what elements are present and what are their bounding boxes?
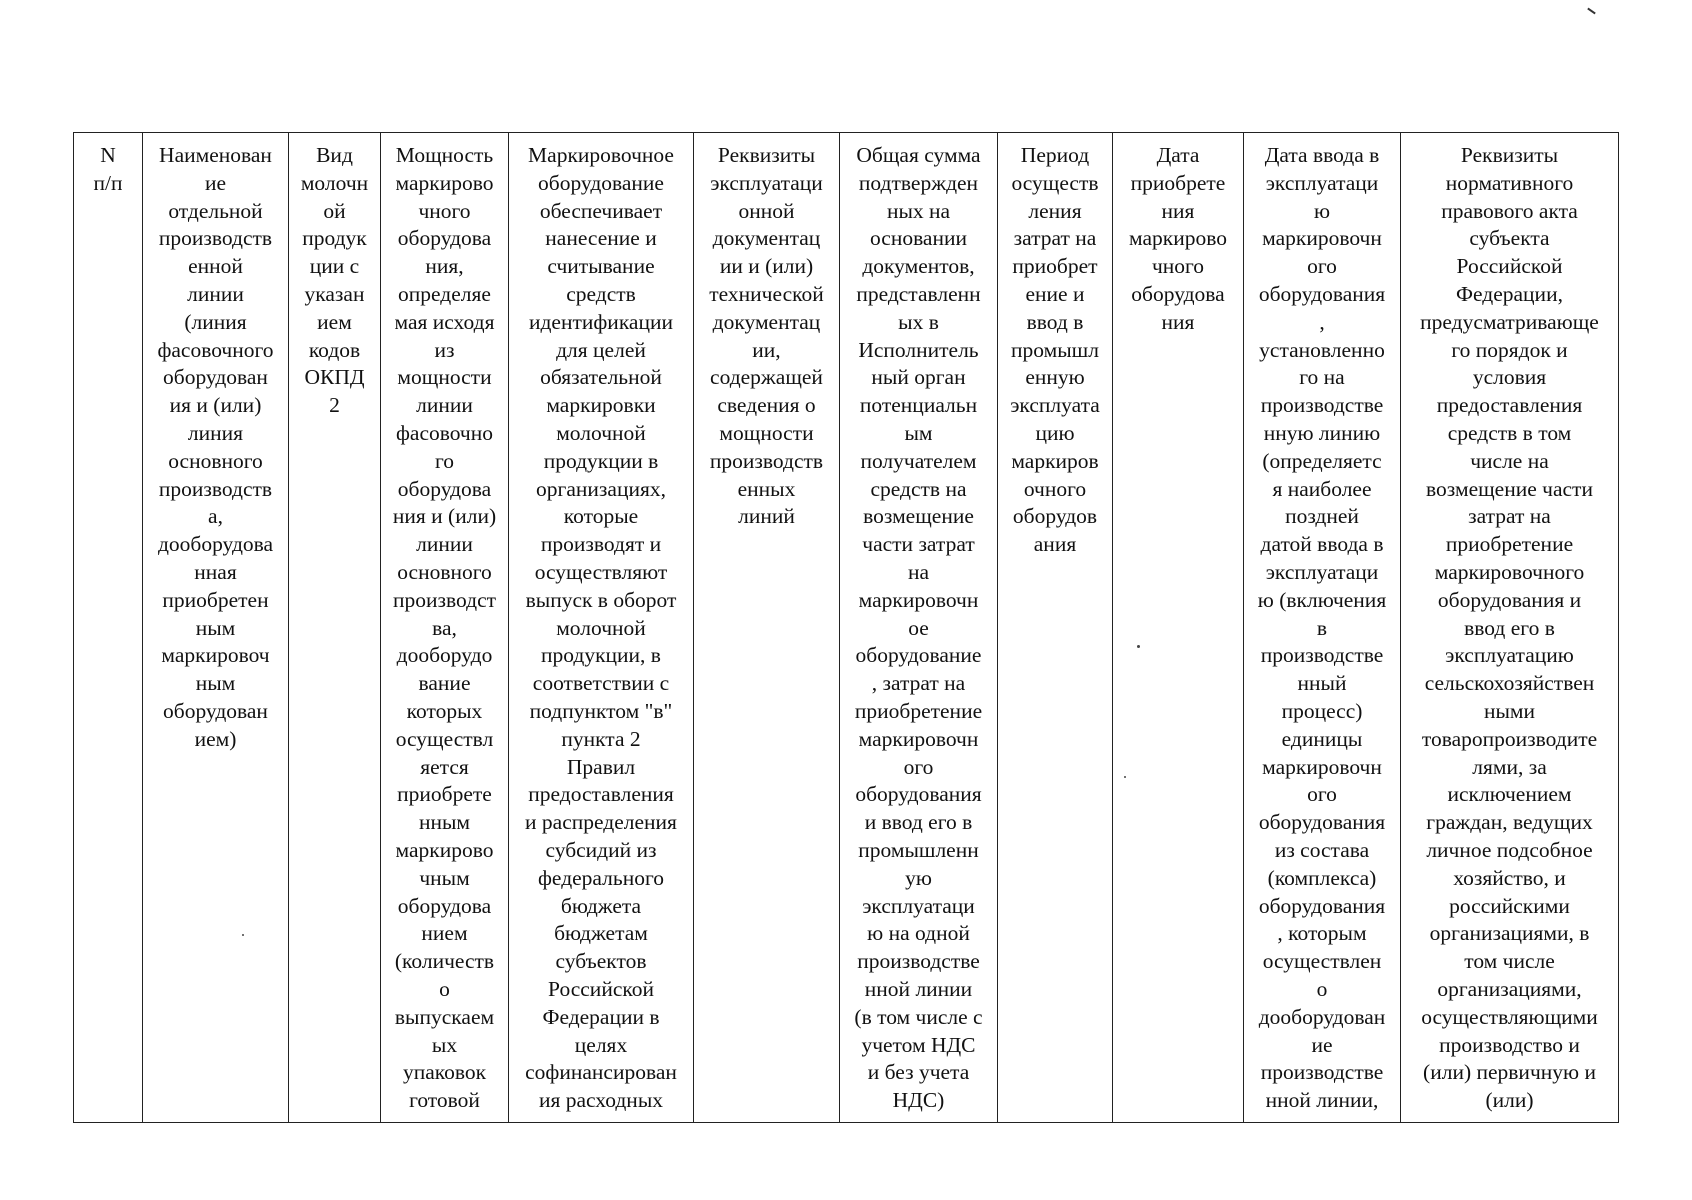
header-text: Вид молочн ой продук ции с указан ием кодов ОКПД 2 (300, 143, 369, 418)
col-total-sum-header (840, 133, 998, 1123)
scan-speck (1124, 776, 1126, 778)
col-period-header (998, 133, 1113, 1123)
col-equipment-header (509, 133, 694, 1123)
header-text: Реквизиты нормативного правового акта субъекта Российской Федерации, предусматривающе го порядок и условия предоставления средств в том числе на возмещение части затрат на приобретение маркировочного оборудования и ввод его в эксплуатацию сельскохозяйствен ными товаропроизводите лями, за исключением граждан, ведущих личное подсобное хозяйство, и российскими организациями, в том числе организациями, осуществляющими производство и (или) первичную и (или) (1420, 143, 1599, 1113)
col-commission-date-header (1244, 133, 1401, 1123)
header-text: Реквизиты эксплуатаци онной документац ии и (или) технической документац ии, содержащей сведения о мощности производств енных линий (709, 143, 824, 529)
col-line-name-header (143, 133, 289, 1123)
header-text: Период осуществ ления затрат на приобрет ение и ввод в промышл енную эксплуата цию маркиров очного оборудов ания (1010, 143, 1100, 557)
header-text: Наименован ие отдельной производств енной линии (линия фасовочного оборудован ия и (или) линия основного производств а, дооборудова нная приобретен ным маркировоч ным оборудован ием) (157, 143, 274, 751)
header-text: Дата ввода в эксплуатаци ю маркировочн ого оборудования , установленно го на производстве нную линию (определяетс я наиболее поздней датой ввода в эксплуатаци ю (включения в производстве нный процесс) единицы маркировочн ого оборудования из состава (комплекса) оборудования , которым осуществлен о дооборудован ие производстве нной линии, (1257, 143, 1387, 1113)
scan-speck (1137, 645, 1140, 648)
col-capacity-header (381, 133, 509, 1123)
col-number-header (74, 133, 143, 1123)
scan-speck (242, 934, 244, 936)
header-text: Общая сумма подтвержден ных на основании документов, представленн ых в Исполнитель ный орган потенциальн ым получателем средств на возмещение части затрат на маркировочн ое оборудование , затрат на приобретение маркировочн ого оборудования и ввод его в промышленн ую эксплуатаци ю на одной производстве нной линии (в том числе с учетом НДС и без учета НДС) (854, 143, 983, 1113)
col-documentation-header (694, 133, 840, 1123)
header-text: N п/п (93, 143, 123, 195)
col-product-type-header (289, 133, 381, 1123)
data-table (73, 132, 1619, 1123)
header-text: Маркировочное оборудование обеспечивает нанесение и считывание средств идентификации для целей обязательной маркировки молочной продукции в организациях, которые производят и осуществляют выпуск в оборот молочной продукции, в соответствии с подпунктом "в" пункта 2 Правил предоставления и распределения субсидий из федерального бюджета бюджетам субъектов Российской Федерации в целях софинансирован ия расходных (525, 143, 677, 1113)
table-header-row (74, 133, 1619, 1123)
col-legal-act-header (1401, 133, 1619, 1123)
header-text: Дата приобрете ния маркирово чного оборудова ния (1129, 143, 1227, 334)
scan-mark (1587, 8, 1596, 15)
header-text: Мощность маркирово чного оборудова ния, определяе мая исходя из мощности линии фасовочно го оборудова ния и (или) линии основного производст ва, дооборудо вание которых осуществл яется приобрете нным маркирово чным оборудова нием (количеств о выпускаем ых упаковок готовой (392, 143, 497, 1113)
col-purchase-date-header (1113, 133, 1244, 1123)
